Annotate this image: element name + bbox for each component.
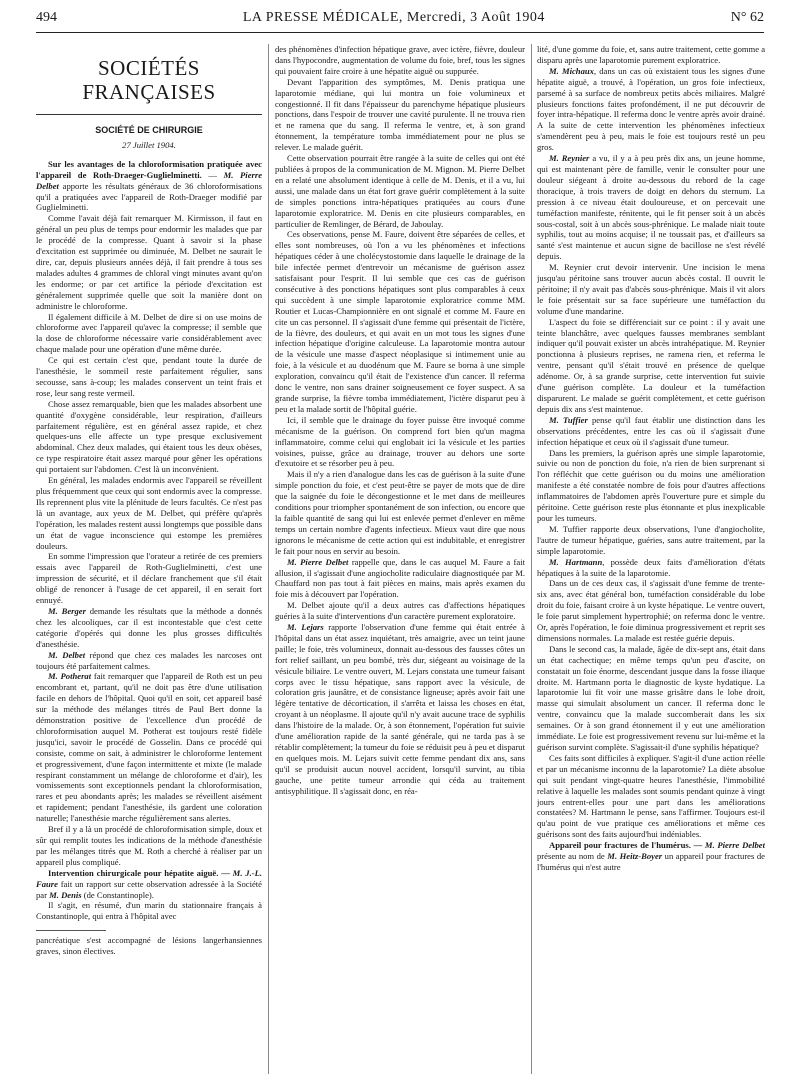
speaker-name: M. Michaux [549, 65, 594, 76]
column-3 [537, 44, 765, 1074]
header-rule [36, 32, 764, 33]
paragraph: Ce qui est certain c'est que, pendant toute la durée de l'anesthésie, le sommeil reste parfaitement régulier, sans secousse, sans à-coup; les malades conservent un teint frais et rose, leur sang reste vermeil. [36, 355, 262, 398]
paragraph [537, 153, 765, 262]
paragraph: Chose assez remarquable, bien que les malades absorbent une quantité d'oxygène considérable, leur respiration, d'ailleurs parfaitement régulière, est en général assez rapide, et chez quelques-uns elle affecte un type presque exclusivement abdominal. Chez deux malades, qui étaient tous les deux obèses, ce type respiratoire était assez marqué pour gêner les opérations qui portaient sur l'abdomen. C'est là un inconvénient. [36, 398, 262, 475]
paragraph-text: rappelle que, dans le cas auquel M. Faure a fait allusion, il s'agissait d'une angiocholite radiculaire diagnostiquée par M. Chauffard non pas tout à fait pièces en mains, mais après examen du foie mis à découvert par l'opération. [275, 556, 525, 600]
paragraph: Dans les premiers, la guérison après une simple laparotomie, suivie ou non de ponction du foie, n'a rien de bien surprenant si l'on réfléchit que cette guérison ou du moins une amélioration manifeste a été constatée nombre de fois pour d'autres affections inflammatoires de l'abdomen après l'ouverture pure et simple du péritoine. Cette guérison reste plus étonnante et plus inexplicable pour les tumeurs. [537, 447, 765, 523]
speaker-name: M. Pierre Delbet [704, 840, 765, 851]
paragraph [36, 868, 262, 901]
speaker-name: M. Reynier [549, 153, 590, 164]
speaker-name: M. Lejars [287, 622, 324, 633]
footnote-rule [36, 930, 106, 931]
society-name: SOCIÉTÉ DE CHIRURGIE [95, 125, 203, 135]
paragraph: Il également difficile à M. Delbet de dire si on use moins de chloroforme avec l'appareil qu'avec la compresse; il semble que la dose de chloroforme nécessaire varie considérablement avec chaque malade pour une opération d'une même durée. [36, 311, 262, 355]
paragraph: Dans un de ces deux cas, il s'agissait d'une femme de trente-six ans, avec état général bon, tuméfaction considérable du lobe droit du foie, faisant croire à un kyste hépatique. Le ventre ouvert, le foie parut simplement hypertrophié; on referma donc le ventre. Or, après l'opération, le foie diminua progressivement et reprit ses dimensions normales. La malade est restée guérie depuis. [537, 578, 765, 643]
column-divider [531, 44, 532, 1074]
paragraph: L'aspect du foie se différenciait sur ce point : il y avait une teinte blanchâtre, avec quelques fausses membranes semblant indiquer qu'il pouvait exister un abcès intrahépatique. M. Reynier ponctionna à plusieurs reprises, ne ramena rien, et referma le ventre, pensant qu'il s'était trouvé en présence de quelque adénome. Or, à sa grande surprise, cette intervention fut suivie d'une guérison complète. La douleur et la tuméfaction disparurent. Le malade se guérit complètement, et cette guérison depuis dix ans s'est maintenue. [537, 316, 765, 414]
paragraph: Dans le second cas, la malade, âgée de dix-sept ans, était dans un état cachectique; en même temps qu'un peu d'ascite, on constatait un foie énorme, descendant jusque dans la fosse iliaque droite. M. Hartmann porta le diagnostic de kyste hydatique. La laparotomie lui fit voir une masse grisâtre dans le lobe droit, masse qui simulait absolument un cancer. Il referma donc le ventre, convaincu que la malade succomberait dans les six semaines. Or à son grand étonnement il y eut une amélioration immédiate. Le foie est progressivement revenu sur lui-même et la guérison survint complète. S'agissait-il d'une syphilis hépatique? [537, 643, 765, 752]
paragraph [275, 622, 525, 797]
paragraph [537, 66, 765, 153]
speaker-name: M. Tuffier [549, 414, 588, 425]
paragraph: M. Delbet ajoute qu'il a deux autres cas d'affections hépatiques guéries à la suite d'interventions d'un caractère purement exploratoire. [275, 600, 525, 622]
speaker-name: M. Potherat [48, 671, 92, 682]
paragraph: Cette observation pourrait être rangée à la suite de celles qui ont été publiées à propos de la communication de M. Mignon. M. Pierre Delbet en a relaté une absolument identique à celle de M. Denis, et il a vu, lui aussi, une malade dans un état fort grave guérir complètement à la suite de simples ponctions intra-hépatiques pratiquées au cours d'une laparotomie exploratrice. M. Denis en cite plusieurs comparables, en particulier de Remlinger, de Bérard, de Jaboulay. [275, 153, 525, 229]
paragraph [36, 671, 262, 824]
paragraph: Ces observations, pense M. Faure, doivent être séparées de celles, et elles sont nombreuses, où l'on a vu les phénomènes et infections hépatiques céder à une cholécystostomie dans laquelle le drainage de la bile infectée permet d'entrevoir un mécanisme de guérison assez satisfaisant pour l'esprit. Il lui semble que ces cas de guérison consécutive à des ponctions hépatiques sont plus comparables à ceux qui succèdent à une simple laparotomie exploratrice comme MM. Routier et Lucas-Championnière en ont signalé et comme M. Faure en cite un cas personnel. Il s'agissait d'une femme qui présentait de l'ictère, de la fièvre, des douleurs, et qui avait en un mot tous les signes d'une infection hépatique d'origine calculeuse. La laparotomie montra autour de la vésicule une masse d'aspect néoplasique si intimement unie au foie, à la vésicule et au duodénum que M. Faure se borna à une simple exploration, convaincu qu'il était de l'existence d'un cancer. Il referma donc le ventre, non sans drainer soigneusement ce foyer suspect. A sa grande surprise, la fièvre tomba immédiatement, l'ictère disparut peu à peu et la malade sortit de l'hôpital guérie. [275, 229, 525, 414]
paragraph: En somme l'impression que l'orateur a retirée de ces premiers essais avec l'appareil de Roth-Guglielminetti, c'est une impression de sécurité, et il déclare franchement que s'il était obligé de renoncer à l'usage de cet appareil, il en serait fort ennuyé. [36, 551, 262, 606]
article-headline: Appareil pour fractures de l'humérus. — [549, 840, 703, 851]
paragraph-text: demande les résultats que la méthode a donnés chez les alcooliques, car il est incontestable que c'est cette catégorie d'opérés qui donne les plus grosses difficultés d'anesthésie. [36, 605, 262, 649]
speaker-name: M. Pierre Delbet [287, 556, 349, 567]
paragraph: Devant l'apparition des symptômes, M. Denis pratiqua une laparotomie médiane, qui lui montra un foie volumineux et congestionné. Il fit dans l'épaisseur du parenchyme hépatique plusieurs ponctions, dans l'espoir de trouver une cavité purulente. Il ne trouva rien et ne ramena que du sang. Il referma le ventre, et, à son grand étonnement, la température tomba immédiatement pour ne plus se relever. Le malade guérit. [275, 76, 525, 153]
paragraph: Bref il y a là un procédé de chloroformisation simple, doux et sûr qui remplit toutes les indications de la méthode d'anesthésie par les mélanges titrés que M. Roth a cherché à réaliser par un appareil plus compliqué. [36, 824, 262, 867]
paragraph-text: rapporte l'observation d'une femme qui était entrée à l'hôpital dans un état assez inquiétant, très amaigrie, avec un teint jaune paille; le foie, très volumineux, donnait au-dessous des fausses côtes un fort relief saillant, un peu bombé, très dur, siégeant au voisinage de la vésicule biliaire. Le ventre ouvert, M. Lejars constata une tumeur faisant corps avec le tissu hépatique, sans rapport avec la vésicule, de coloration gris jaunâtre, et de consistance ligneuse; après avoir fait une légère tentative de décortication, il s'arrêta et laissa les choses en état, croyant à un néoplasme. Il ajoute qu'il n'y avait aucune trace de syphilis dans l'histoire de la malade. Or, à son étonnement, l'opération fut suivie d'une amélioration rapide de la santé générale, qui ne tarda pas à se rétablir complètement; la tumeur du foie se réduisit peu à peu et disparut en quelques mois. M. Lejars suivit cette femme pendant dix ans, sans qu'il se produisit aucun nouvel accident, lorsqu'il survint, au tibia gauche, une petite tumeur arrondie qui céda au traitement antisyphilitique. Il s'agissait donc, en réa- [275, 622, 525, 796]
speaker-name: M. Heitz-Boyer [607, 851, 663, 862]
paragraph [36, 650, 262, 672]
paragraph: M. Reynier crut devoir intervenir. Une incision le mena jusqu'au péritoine sans trouver aucun abcès costal. Il ouvrit le péritoine; il n'y avait pas d'abcès sous-phrénique. Mais il vit alors le foie présentait sur sa face supérieure une tuméfaction du volume d'une mandarine. [537, 262, 765, 316]
paragraph-text: a vu, il y a à peu près dix ans, un jeune homme, qui est maintenant père de famille, venir le consulter pour une douleur siégeant à droite au-dessous du rebord de la cage thoracique, à trois travers de doigt en dehors du sternum. La pression à ce niveau était douloureuse, et on percevait une tuméfaction manifeste, rénitente, qui le fit penser soit à un abcès sous-costal, soit à un abcès sous-phrénique. Le malade niait toute syphilis, tout au moins acquise; il ne toussait pas, et d'ailleurs sa santé s'est maintenue et aucun signe de bacillose ne s'est révélé depuis. [537, 153, 765, 262]
paragraph [36, 606, 262, 650]
paragraph-text: présente au nom de [537, 851, 608, 862]
meeting-date: 27 Juillet 1904. [122, 139, 176, 150]
paragraph: Comme l'avait déjà fait remarquer M. Kirmisson, il faut en général un peu plus de temps pour endormir les malades que par le procédé de la compresse. Quant à savoir si la phase d'excitation est supprimée ou diminuée, M. Delbet ne saurait le dire, car, depuis plusieurs années déjà, il fait prendre à tous ses malades adultes 4 grammes de chloral vingt minutes avant qu'on les endorme; or par cet artifice la période d'excitation est généralement supprimée quelle que soit la manière dont on administre le chloroforme. [36, 213, 262, 311]
paragraph-text: fait un rapport sur cette observation adressée à la Société par [36, 878, 262, 900]
paragraph: En général, les malades endormis avec l'appareil se réveillent plus fréquemment que ceux qui sont endormis avec la compresse. Ils reprennent plus vite la plénitude de leurs facultés. Ce n'est pas là un avantage, aux yeux de M. Delbet, qui préfère qu'après l'opération, les malades restent aussi longtemps que possible dans un état de vague inconscience qui estompe les premières douleurs. [36, 475, 262, 551]
speaker-name: M. Berger [48, 605, 86, 616]
column-divider [268, 44, 269, 1074]
paragraph-text: (de Constantinople). [81, 889, 154, 900]
speaker-name: M. Denis [49, 889, 82, 900]
paragraph-text: apporte les résultats généraux de 36 chloroformisations qu'il a pratiquées avec l'appareil de Roth-Draeger modifié par Guglielminetti. [36, 180, 262, 213]
paragraph-text: pense qu'il faut établir une distinction dans les observations précédentes, entre les cas où il s'agissait d'une infection hépatique et ceux où il s'agissait d'une tumeur. [537, 414, 765, 447]
paragraph [537, 415, 765, 448]
paragraph [275, 557, 525, 601]
paragraph-text: , dans un cas où existaient tous les signes d'une hépatite aiguë, a trouvé, à l'opération, un gros foie infectieux, parsemé à sa surface de nombreux petits abcès miliaires. Malgré plusieurs fonctions faites profondément, il ne put découvrir de foyer intra-hépatique. Il referma donc le ventre après avoir drainé. A la suite de cette intervention les phénomènes infectieux s'amendèrent peu à peu, mais le foie est toujours resté un peu gros. [537, 65, 765, 153]
section-title: SOCIÉTÉS FRANÇAISES [82, 56, 216, 104]
paragraph [537, 840, 765, 873]
paragraph: Ici, il semble que le drainage du foyer puisse être invoqué comme mécanisme de la guérison. On comprend fort bien qu'un magma inflammatoire, comme celui qui englobait ici la vésicule et les parties voisines, puisse, grâce au drainage, trouver au dehors une sorte d'exutoire et se résorber peu à peu. [275, 414, 525, 469]
paragraph: lité, d'une gomme du foie, et, sans autre traitement, cette gomme a disparu après une laparotomie purement exploratrice. [537, 44, 765, 65]
issue-number: N° 62 [730, 10, 764, 25]
column-1 [36, 44, 262, 1074]
speaker-name: M. Hartmann [549, 556, 603, 567]
article-paragraph: Sur les avantages de la chloroformisation pratiquée avec l'appareil de Roth-Draeger-Guglielminetti. — M. Pierre Delbet apporte les résultats généraux de 36 chloroformisations qu'il a pratiquées avec l'appareil de Roth-Draeger modifié par Guglielminetti. [36, 158, 262, 213]
column-2 [275, 44, 525, 1074]
speaker-name: M. J.-L. Faure [36, 867, 262, 889]
article-headline: Sur les avantages de la chloroformisation pratiquée avec l'appareil de Roth-Draeger-Guglielminetti. [36, 158, 262, 180]
paragraph: Il s'agit, en résumé, d'un marin du stationnaire français à Constantinople, qui entra à l'hôpital avec [36, 900, 262, 922]
speaker-name: M. Pierre Delbet [36, 169, 262, 191]
paragraph [537, 557, 765, 579]
paragraph-text: répond que chez ces malades les narcoses ont toujours été parfaitement calmes. [36, 649, 262, 671]
paragraph: Mais il n'y a rien d'analogue dans les cas de guérison à la suite d'une simple ponction du foie, et c'est peut-être se payer de mots que de dire que la saignée du foie le décongestionne et le met dans de meilleures conditions pour triompher spontanément de son infection, ou encore que la faible quantité de sang qui lui est enlevée permet d'enlever en même temps un certain nombre d'agents infectieux. Mieux vaut dire que nous ignorons le mécanisme de cette action qui est indubitable, et enregistrer le fait pour nous en servir au besoin. [275, 469, 525, 556]
paragraph: Ces faits sont difficiles à expliquer. S'agit-il d'une action réelle et par un mécanisme inconnu de la laparotomie? La diète absolue qui suit pendant vingt-quatre heures l'anesthésie, l'immobilité relative à laquelle les malades sont soumis pendant quinze à vingt jours entrent-elles pour une part dans les améliorations constatées? M. Hartmann le pense, sans l'affirmer. Toujours est-il qu'au point de vue pratique ces améliorations et même ces guérisons sont des faits aujourd'hui indéniables. [537, 752, 765, 840]
page-number: 494 [36, 10, 57, 25]
journal-title: LA PRESSE MÉDICALE, Mercredi, 3 Août 1904 [242, 10, 545, 25]
paragraph-text: , possède deux faits d'amélioration d'états hépatiques à la suite de la laparotomie. [537, 556, 765, 578]
speaker-name: M. Delbet [48, 649, 86, 660]
footnote: pancréatique s'est accompagné de lésions langerhansiennes graves, sinon électives. [36, 935, 262, 957]
page-header [36, 10, 764, 32]
paragraph-text: un appareil pour fractures de l'humérus qui n'est autre [537, 851, 765, 872]
paragraph-text: fait remarquer que l'appareil de Roth est un peu encombrant et, partant, qu'il ne doit pas être d'une utilisation facile en dehors de l'hôpital. Quoi qu'il en soit, cet appareil basé sur la méthode des mélanges titrés de Paul Bert donne la démonstration positive de l'excellence d'un procédé de chloroformisation auquel M. Potherat est toujours resté fidèle jusqu'ici, savoir le procédé de Gosselin. Dans ce procédé qui consiste, comme on sait, à administrer le chloroforme lentement et progressivement, d'une façon intermittente et mixte (le malade respirant constamment un mélange de chloroforme et d'air), les vomissements sont exceptionnels pendant la chloroformisation, rares et peu abondants après; les malades se réveillent aisément et rapidement; pendant l'anesthésie, ils gardent une coloration naturelle; l'anesthésie marche régulièrement sans alertes. [36, 671, 262, 824]
article-headline: Intervention chirurgicale pour hépatite aiguë. — [48, 867, 230, 878]
paragraph: des phénomènes d'infection hépatique grave, avec ictère, fièvre, douleur dans l'hypocondre, augmentation de volume du foie, bref, tous les signes qui pouvaient faire croire à une hépatite aiguë ou suppurée. [275, 44, 525, 76]
paragraph: M. Tuffier rapporte deux observations, l'une d'angiocholite, l'autre de tumeur hépatique, guéries, sans autre traitement, par la simple laparotomie. [537, 523, 765, 556]
section-rule [36, 114, 262, 115]
